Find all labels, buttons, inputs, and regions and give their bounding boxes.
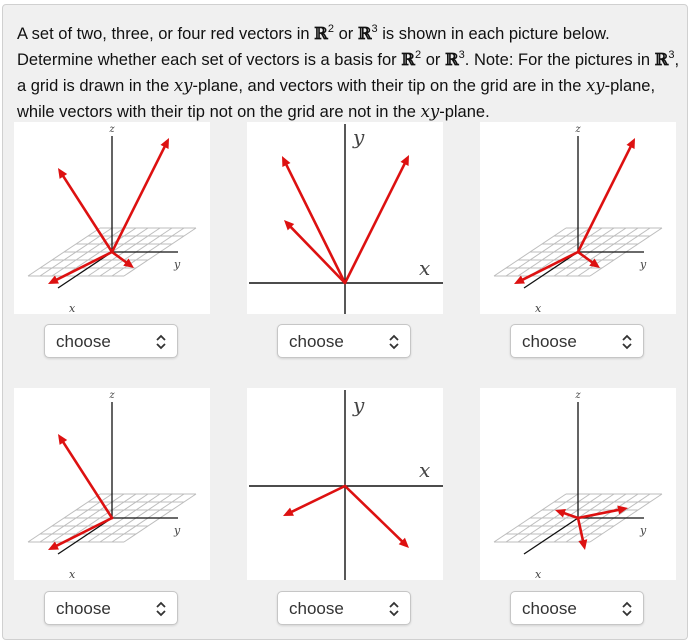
axes (58, 402, 178, 554)
vector-1 (58, 168, 112, 252)
vector-diagram-1 (14, 122, 210, 314)
picture-5 (247, 388, 443, 580)
x-axis-label: x (535, 568, 542, 580)
vector-1 (58, 434, 112, 518)
picture-4 (14, 388, 210, 580)
y-axis-label: y (353, 125, 365, 149)
vector-diagram-5 (247, 388, 443, 580)
chevron-updown-icon (388, 601, 400, 617)
x-axis-label: x (69, 568, 76, 580)
basis-select-5[interactable] (277, 591, 411, 625)
vector-3 (345, 155, 409, 283)
select-value: choose (289, 332, 344, 351)
x-axis-label: x (535, 302, 542, 314)
vector-diagram-6 (480, 388, 676, 580)
select-value: choose (56, 599, 111, 618)
y-axis-label: y (174, 524, 181, 537)
y-axis-label: y (174, 258, 181, 271)
x-axis-label: x (419, 256, 431, 280)
vector-diagram-3 (480, 122, 676, 314)
basis-select-2[interactable] (277, 324, 411, 358)
chevron-updown-icon (621, 601, 633, 617)
vector-2 (578, 506, 628, 518)
picture-2 (247, 122, 443, 314)
basis-select-3[interactable] (510, 324, 644, 358)
picture-3 (480, 122, 676, 314)
basis-select-1[interactable] (44, 324, 178, 358)
vector-1 (282, 156, 345, 283)
picture-6 (480, 388, 676, 580)
problem-statement: A set of two, three, or four red vectors in ℝ$^2$ or ℝ$^3$ is shown in each picture below. Determine whether each set of vectors is a basis for ℝ$^2$ or ℝ$^3$. Note: For the pictures in ℝ$^3$, a grid is drawn in the xy-plane, and vectors with their tip on the grid are in the xy-plane, while vectors with their tip not on the grid are not in the xy-plane. (17, 23, 680, 121)
select-value: choose (522, 599, 577, 618)
vectors (283, 486, 409, 548)
vector-diagram-2 (247, 122, 443, 314)
y-axis-label: y (640, 524, 647, 537)
vector-1 (578, 138, 635, 252)
basis-select-4[interactable] (44, 591, 178, 625)
select-value: choose (289, 599, 344, 618)
chevron-updown-icon (155, 601, 167, 617)
chevron-updown-icon (388, 334, 400, 350)
z-axis-label: z (109, 124, 115, 135)
z-axis-label: z (575, 124, 581, 135)
vector-1 (283, 486, 345, 516)
y-axis-label: y (353, 393, 365, 417)
x-axis-label: x (69, 302, 76, 314)
x-axis (524, 518, 578, 554)
basis-select-6[interactable] (510, 591, 644, 625)
chevron-updown-icon (621, 334, 633, 350)
y-axis-label: y (640, 258, 647, 271)
select-value: choose (56, 332, 111, 351)
vector-diagram-4 (14, 388, 210, 580)
z-axis-label: z (109, 390, 115, 401)
vector-2 (345, 486, 409, 548)
vector-2 (284, 220, 345, 283)
z-axis-label: z (575, 390, 581, 401)
select-value: choose (522, 332, 577, 351)
axes (524, 402, 644, 554)
vector-2 (112, 138, 169, 252)
vectors (555, 506, 628, 550)
chevron-updown-icon (155, 334, 167, 350)
picture-1 (14, 122, 210, 314)
x-axis-label: x (419, 458, 431, 482)
